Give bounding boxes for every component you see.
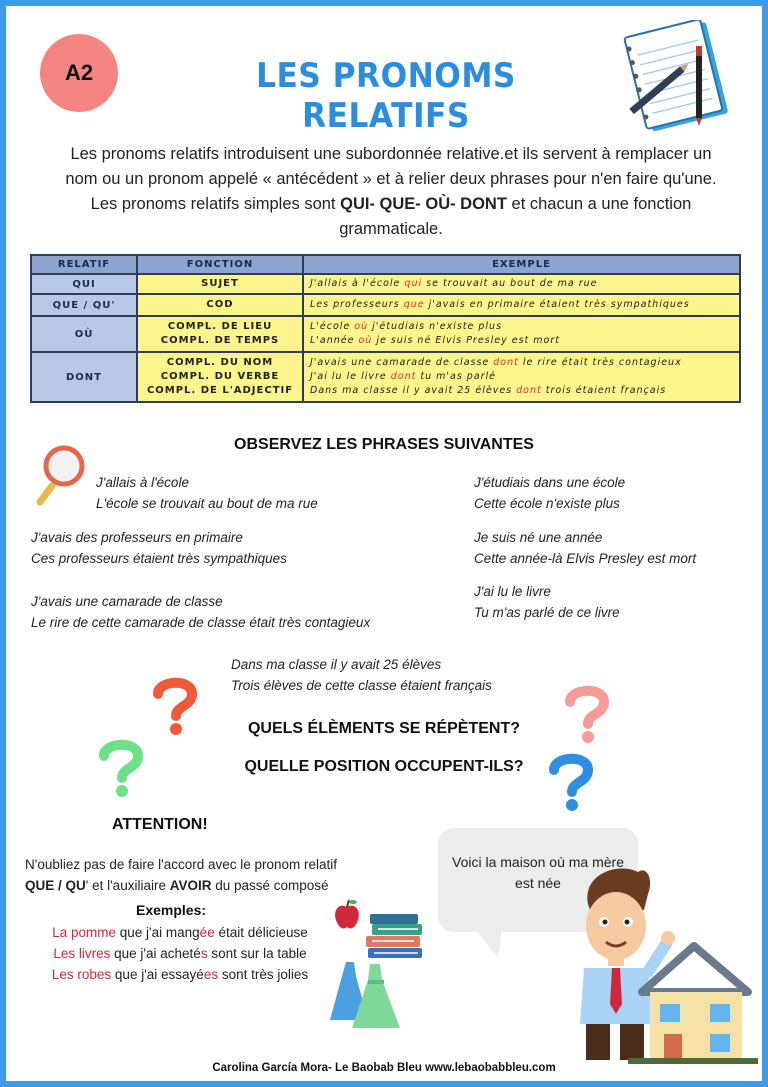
- sentence: J'avais une camarade de classe: [31, 594, 223, 609]
- sentence: J'étudiais dans une école: [474, 475, 626, 490]
- sentence-pair: [31, 527, 287, 569]
- exemple-sentence: [310, 277, 733, 291]
- relative-pronoun-highlight: que: [403, 299, 425, 310]
- sentence: J'ai lu le livre: [474, 584, 551, 599]
- question-text: QUELS ÉLÈMENTS SE RÉPÈTENT?: [247, 720, 521, 737]
- exemple-cell: [303, 352, 740, 402]
- note-bold: QUE / QU: [25, 878, 86, 893]
- table-row: [31, 274, 740, 294]
- dresses-icon: [324, 958, 404, 1034]
- exemple-cell: [303, 316, 740, 352]
- intro-line: Les pronoms relatifs simples sont: [90, 195, 341, 213]
- exemple-text: J'avais une camarade de classe: [310, 357, 494, 368]
- notebook-pencil-icon: [618, 20, 736, 132]
- note-bold: AVOIR: [169, 878, 212, 893]
- observe-heading: OBSERVEZ LES PHRASES SUIVANTES: [234, 436, 534, 453]
- note-text: ' et l'auxiliaire: [85, 878, 170, 893]
- exemple-sentence: [310, 384, 733, 398]
- sentence-pair: [474, 472, 625, 514]
- example-text: que j'ai mang: [116, 925, 200, 940]
- exemple-sentence: [310, 356, 733, 370]
- footer-credit: Carolina García Mora- Le Baobab Bleu www.lebaobabbleu.com: [212, 1062, 556, 1074]
- fonction-cell: [137, 294, 303, 316]
- sentence-pair: [474, 527, 696, 569]
- fonction-label: COMPL. DU NOM: [166, 357, 274, 368]
- exemple-text: L'école: [310, 321, 355, 332]
- agreement-highlight: Les robes: [51, 967, 112, 982]
- level-badge: A2: [40, 34, 118, 112]
- speech-bubble-tail: [476, 930, 506, 960]
- exemple-sentence: [310, 298, 733, 312]
- table-header: EXEMPLE: [303, 255, 740, 274]
- exemple-text: j'étudiais n'existe plus: [368, 321, 503, 332]
- relatif-cell: OÙ: [31, 316, 137, 352]
- example-text: que j'ai essayé: [111, 967, 204, 982]
- note-text: du passé composé: [211, 878, 329, 893]
- examples-list: [20, 922, 340, 985]
- fonction-label: COD: [206, 299, 234, 310]
- exemple-text: le rire était très contagieux: [518, 357, 682, 368]
- relative-pronoun-highlight: qui: [404, 278, 423, 289]
- agreement-highlight: Les livres: [53, 946, 111, 961]
- sentence: Trois élèves de cette classe étaient français: [231, 678, 492, 693]
- relative-pronoun-highlight: dont: [390, 371, 417, 382]
- magnifier-icon: [26, 442, 90, 512]
- agreement-highlight: e: [207, 925, 215, 940]
- exemple-text: tu m'as parlé: [416, 371, 497, 382]
- exemple-sentence: [310, 370, 733, 384]
- agreement-note: [25, 854, 415, 896]
- fonction-cell: [137, 316, 303, 352]
- sentence: Cette école n'existe plus: [474, 496, 620, 511]
- example-text: sont sur la table: [207, 946, 307, 961]
- example-text: était délicieuse: [214, 925, 308, 940]
- table-row: [31, 352, 740, 402]
- apple-icon: [332, 898, 362, 932]
- table-row: [31, 294, 740, 316]
- agreement-highlight: s: [200, 946, 208, 961]
- fonction-cell: [137, 352, 303, 402]
- house-icon: [628, 940, 758, 1064]
- intro-line: grammaticale.: [339, 220, 443, 238]
- agreement-highlight: La pomme: [52, 925, 117, 940]
- speech-bubble-text: Voici la maison où ma mère est née: [452, 854, 624, 891]
- relatif-cell: DONT: [31, 352, 137, 402]
- relative-pronoun-highlight: dont: [493, 357, 519, 368]
- table-header: RELATIF: [31, 255, 137, 274]
- relatif-cell: QUI: [31, 274, 137, 294]
- exemple-text: J'ai lu le livre: [310, 371, 391, 382]
- exemple-text: se trouvait au bout de ma rue: [422, 278, 598, 289]
- relative-pronoun-table: [30, 254, 741, 403]
- intro-line: nom ou un pronom appelé « antécédent » et à relier deux phrases pour n'en faire qu'une.: [65, 170, 717, 188]
- exemple-sentence: [310, 320, 733, 334]
- sentence-pair: [96, 472, 318, 514]
- table-header: FONCTION: [137, 255, 303, 274]
- exemple-text: trois étaient français: [541, 385, 667, 396]
- attention-heading: ATTENTION!: [112, 816, 208, 833]
- sentence: Je suis né une année: [474, 530, 603, 545]
- sentence: Tu m'as parlé de ce livre: [474, 605, 620, 620]
- relative-pronoun-highlight: où: [354, 321, 369, 332]
- relatif-cell: QUE / QU': [31, 294, 137, 316]
- intro-pronouns: QUI- QUE- OÙ- DONT: [340, 195, 507, 213]
- exemple-text: j'avais en primaire étaient très sympathiques: [424, 299, 690, 310]
- sentence: Cette année-là Elvis Presley est mort: [474, 551, 697, 566]
- relative-pronoun-highlight: dont: [516, 385, 542, 396]
- exemple-cell: [303, 294, 740, 316]
- table-row: [31, 316, 740, 352]
- sentence: J'allais à l'école: [96, 475, 189, 490]
- intro-line: et chacun a une fonction: [506, 195, 692, 213]
- sentence-pair: [231, 654, 492, 696]
- exemple-text: Les professeurs: [310, 299, 404, 310]
- exemple-sentence: [310, 334, 733, 348]
- page-title: LES PRONOMS RELATIFS: [256, 56, 516, 136]
- fonction-label: COMPL. DE TEMPS: [160, 335, 280, 346]
- example-sentence: [20, 964, 340, 985]
- sentence: J'avais des professeurs en primaire: [31, 530, 243, 545]
- example-text: sont très jolies: [218, 967, 309, 982]
- sentence-pair: [474, 581, 620, 623]
- fonction-cell: [137, 274, 303, 294]
- sentence: Le rire de cette camarade de classe était très contagieux: [31, 615, 371, 630]
- examples-heading: Exemples:: [136, 902, 207, 918]
- example-text: que j'ai acheté: [110, 946, 201, 961]
- agreement-highlight: é: [199, 925, 208, 940]
- sentence: L'école se trouvait au bout de ma rue: [96, 496, 318, 511]
- question-text: QUELLE POSITION OCCUPENT-ILS?: [244, 758, 524, 775]
- exemple-text: Dans ma classe il y avait 25 élèves: [310, 385, 517, 396]
- exemple-text: L'année: [310, 335, 359, 346]
- exemple-cell: [303, 274, 740, 294]
- exemple-text: J'allais à l'école: [310, 278, 405, 289]
- fonction-label: SUJET: [201, 278, 239, 289]
- fonction-label: COMPL. DU VERBE: [160, 371, 280, 382]
- sentence-pair: [31, 591, 370, 633]
- exemple-text: je suis né Elvis Presley est mort: [372, 335, 560, 346]
- example-sentence: [20, 922, 340, 943]
- agreement-highlight: es: [203, 967, 219, 982]
- example-sentence: [20, 943, 340, 964]
- relative-pronoun-highlight: où: [358, 335, 373, 346]
- sentence: Ces professeurs étaient très sympathiques: [31, 551, 287, 566]
- intro-paragraph: [30, 142, 752, 242]
- sentence: Dans ma classe il y avait 25 élèves: [231, 657, 442, 672]
- fonction-label: COMPL. DE L'ADJECTIF: [146, 385, 294, 396]
- note-text: N'oubliez pas de faire l'accord avec le pronom relatif: [25, 857, 338, 872]
- books-icon: [362, 912, 426, 962]
- fonction-label: COMPL. DE LIEU: [167, 321, 273, 332]
- intro-line: Les pronoms relatifs introduisent une subordonnée relative.et ils servent à remplacer un: [70, 145, 712, 163]
